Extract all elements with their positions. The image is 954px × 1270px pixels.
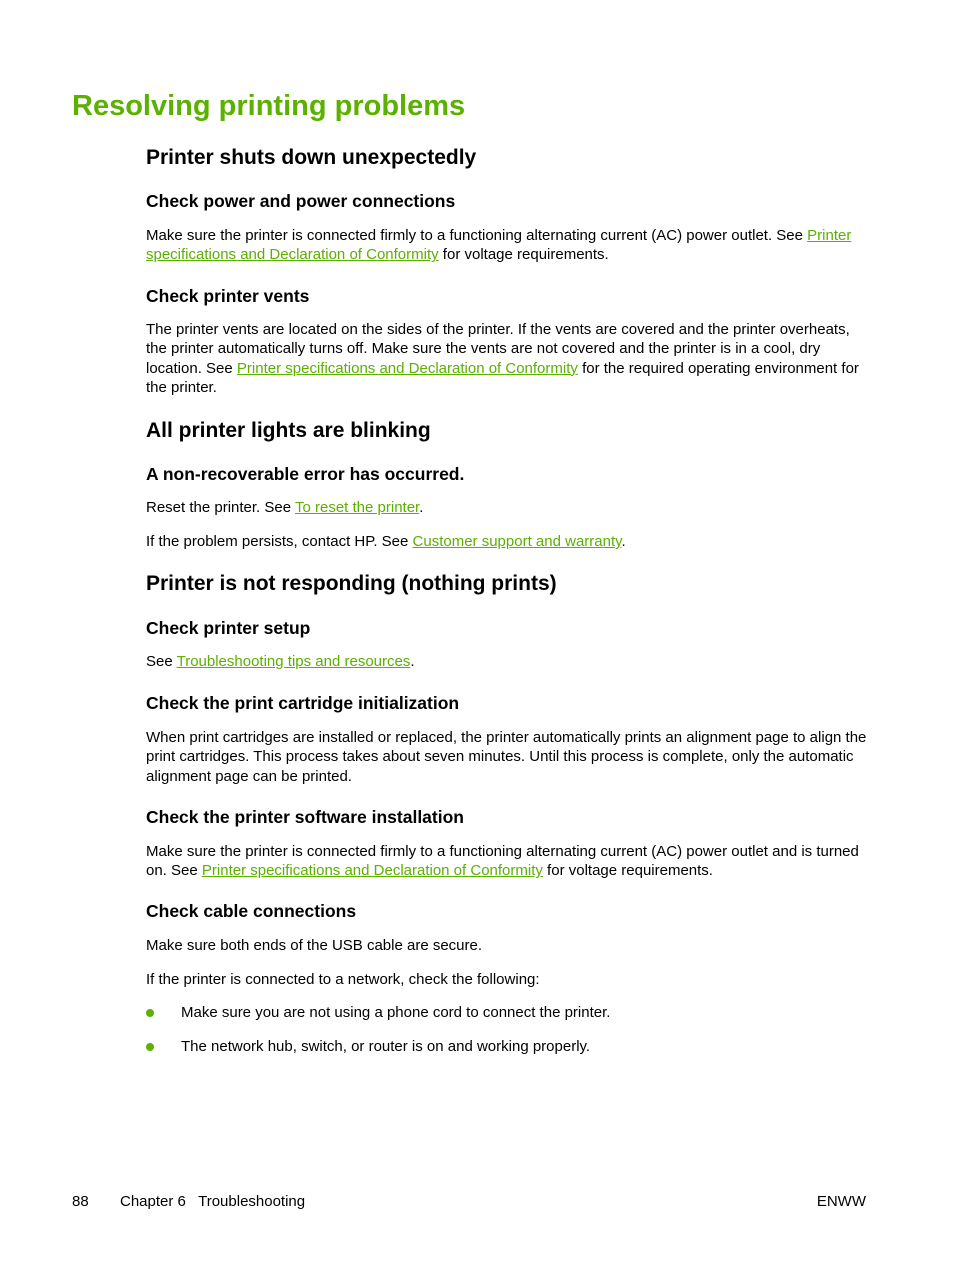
paragraph-reset-printer: Reset the printer. See To reset the printer.: [146, 499, 424, 516]
paragraph-usb-cable: Make sure both ends of the USB cable are secure.: [146, 937, 483, 954]
bullet-icon: [146, 1009, 154, 1017]
subheading-non-recoverable-error: A non-recoverable error has occurred.: [146, 464, 465, 484]
paragraph-printer-setup: See Troubleshooting tips and resources.: [146, 653, 415, 670]
subheading-software-installation: Check the printer software installation: [146, 807, 464, 827]
footer-document-code: ENWW: [816, 1193, 866, 1210]
subheading-printer-setup: Check printer setup: [146, 618, 311, 638]
link-troubleshooting-tips[interactable]: Troubleshooting tips and resources: [176, 653, 411, 670]
section-heading-shuts-down: Printer shuts down unexpectedly: [146, 146, 477, 169]
footer-page-number: 88: [72, 1193, 89, 1210]
link-to-reset-printer[interactable]: To reset the printer: [294, 499, 420, 516]
paragraph-power-connections: Make sure the printer is connected firmly to a functioning alternating current (AC) power outlet. See Printer specifications and Declaration of Conformity for voltage requirements.: [146, 227, 852, 264]
subheading-printer-vents: Check printer vents: [146, 286, 310, 306]
paragraph-printer-vents: The printer vents are located on the sides of the printer. If the vents are covered and the printer overheats, the printer automatically turns off. Make sure the vents are not covered and the printer is in a cool, dry location. See Printer specifications and Declaration of Conformity for the required operating environment for the printer.: [146, 321, 859, 397]
subheading-power-connections: Check power and power connections: [146, 191, 456, 211]
link-printer-specifications[interactable]: Printer specifications and Declaration of Conformity: [201, 862, 543, 880]
link-printer-specifications[interactable]: Printer specifications and Declaration of Conformity: [236, 359, 578, 377]
footer-chapter: Chapter 6 Troubleshooting: [120, 1193, 306, 1210]
paragraph-network-check: If the printer is connected to a network, check the following:: [146, 971, 540, 988]
link-customer-support[interactable]: Customer support and warranty: [412, 533, 622, 550]
subheading-cable-connections: Check cable connections: [146, 901, 357, 921]
page-title: Resolving printing problems: [72, 90, 466, 122]
paragraph-cartridge-initialization: When print cartridges are installed or replaced, the printer automatically prints an alignment page to align the print cartridges. This process takes about seven minutes. Until this process is complete, only the automatic alignment page can be printed.: [146, 729, 867, 785]
section-heading-lights-blinking: All printer lights are blinking: [146, 419, 431, 442]
link-printer-specifications[interactable]: Printer specifications and Declaration of Conformity: [146, 227, 852, 264]
section-heading-not-responding: Printer is not responding (nothing prints): [146, 572, 557, 595]
paragraph-software-installation: Make sure the printer is connected firmly to a functioning alternating current (AC) power outlet and is turned on. See Printer specifications and Declaration of Conformity for voltage requirements.: [146, 843, 859, 880]
subheading-cartridge-initialization: Check the print cartridge initialization: [146, 693, 460, 713]
bullet-icon: [146, 1043, 154, 1051]
list-item-text: Make sure you are not using a phone cord to connect the printer.: [181, 1004, 611, 1021]
list-item-text: The network hub, switch, or router is on and working properly.: [181, 1038, 591, 1055]
paragraph-contact-hp: If the problem persists, contact HP. See Customer support and warranty.: [146, 533, 626, 550]
